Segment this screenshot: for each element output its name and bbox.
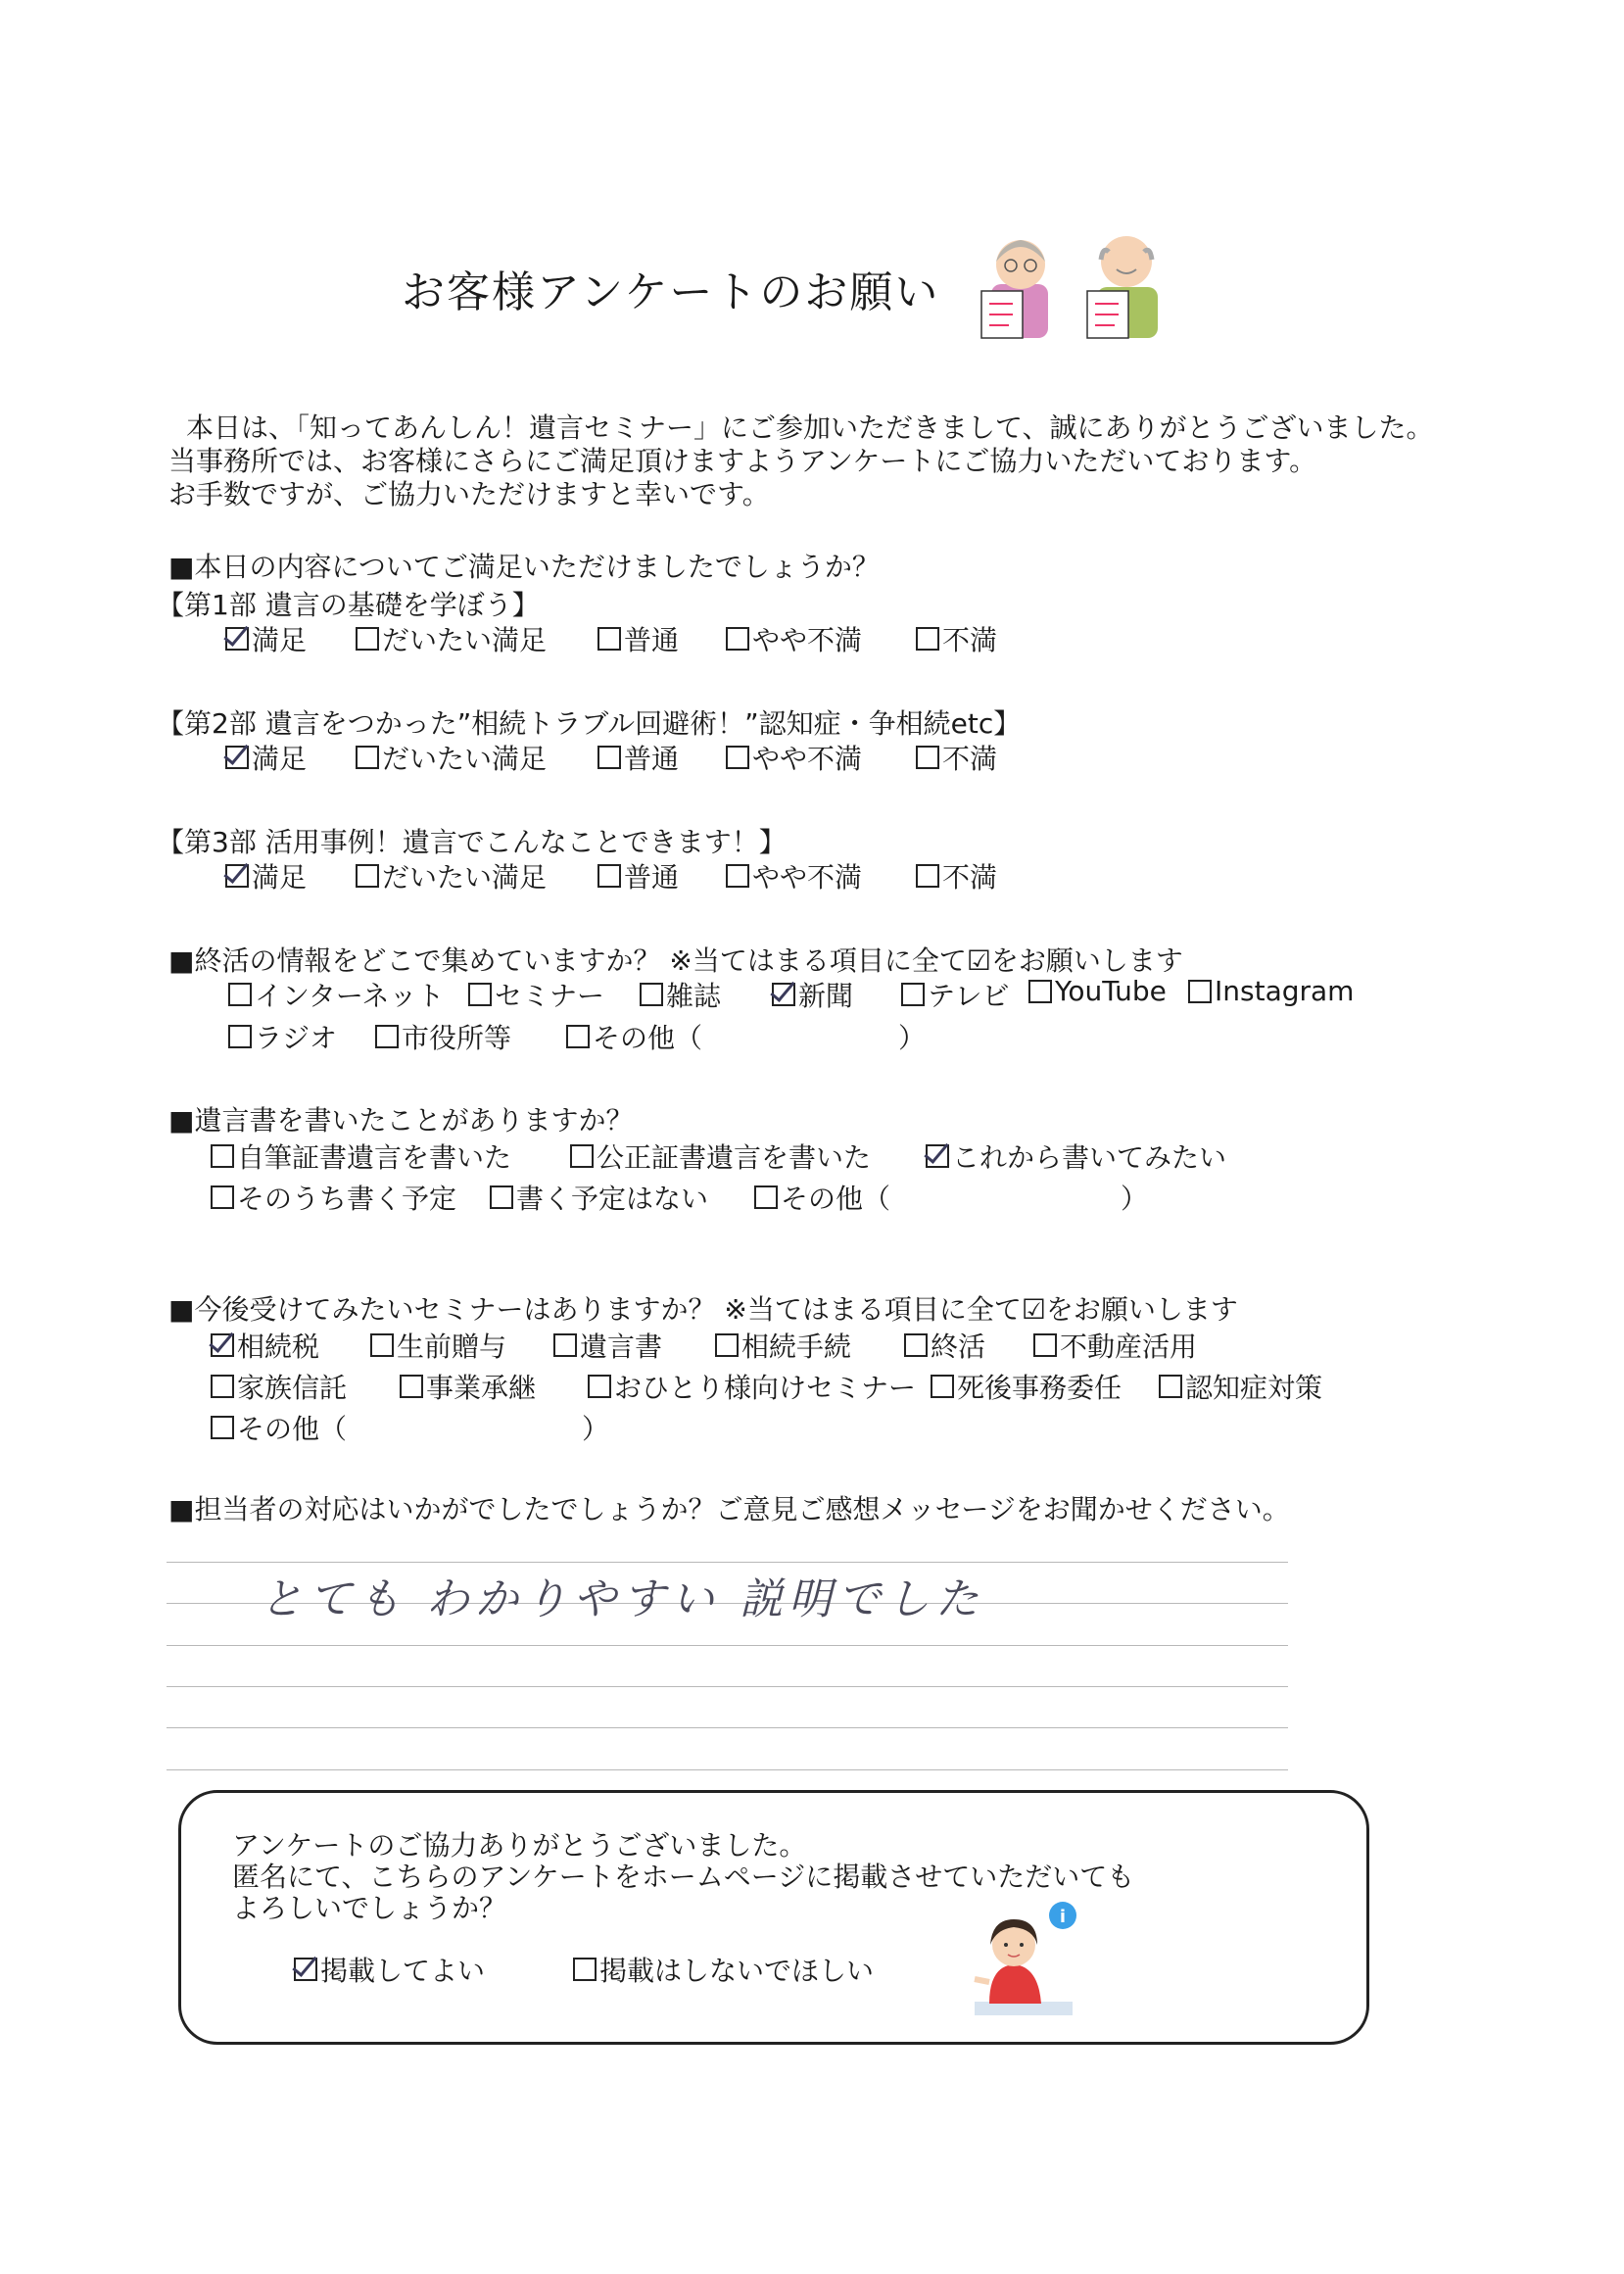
option-manzoku[interactable]: 満足 [225, 619, 307, 658]
checkbox[interactable] [211, 1416, 234, 1439]
q4-question: ■今後受けてみたいセミナーはありますか？ ※当てはまる項目に全て☑をお願いします [168, 1293, 1238, 1326]
checkbox[interactable] [356, 627, 379, 651]
checkbox[interactable] [570, 1144, 594, 1168]
option-radio[interactable]: ラジオ [228, 1017, 337, 1056]
checkbox[interactable] [640, 983, 663, 1006]
checkbox[interactable] [904, 1333, 928, 1357]
option-shukatsu[interactable]: 終活 [904, 1326, 985, 1365]
checkbox[interactable] [901, 983, 925, 1006]
checkbox[interactable] [211, 1144, 234, 1168]
option-yaya-fuman[interactable]: やや不満 [726, 619, 862, 658]
option-jigyou-shoukei[interactable]: 事業承継 [400, 1367, 536, 1406]
consent-line-2: 匿名にて、こちらのアンケートをホームページに掲載させていただいても [232, 1861, 1135, 1893]
option-kosei-shosho[interactable]: 公正証書遺言を書いた [570, 1137, 871, 1176]
option-seminar[interactable]: セミナー [468, 975, 604, 1014]
intro-line-2: 当事務所では、お客様にさらにご満足頂けますようアンケートにご協力いただいております。 [168, 445, 1317, 477]
checkbox[interactable] [597, 864, 621, 888]
option-daitai-manzoku[interactable]: だいたい満足 [356, 619, 547, 658]
option-korekara-kakitai[interactable]: これから書いてみたい [926, 1137, 1226, 1176]
checkbox[interactable] [916, 746, 939, 769]
option-kaku-yotei-nashi[interactable]: 書く予定はない [490, 1178, 708, 1217]
option-kazoku-shintaku[interactable]: 家族信託 [211, 1367, 347, 1406]
option-souzoku-tetsuzuki[interactable]: 相続手続 [715, 1326, 851, 1365]
checkbox[interactable] [1188, 980, 1212, 1003]
q5-question: ■担当者の対応はいかがでしたでしょうか？ご意見ご感想メッセージをお聞かせください。 [168, 1493, 1290, 1525]
option-fuman[interactable]: 不満 [916, 738, 997, 777]
checkbox[interactable] [597, 746, 621, 769]
option-shigo-jimu-inin[interactable]: 死後事務委任 [931, 1367, 1122, 1406]
consent-line-3: よろしいでしょうか？ [232, 1892, 507, 1924]
elderly-couple-illustration [979, 230, 1175, 343]
option-sonouchi-kaku[interactable]: そのうち書く予定 [211, 1178, 456, 1217]
option-futsuu[interactable]: 普通 [597, 619, 679, 658]
answer-rule [167, 1769, 1288, 1770]
intro-line-1: 本日は、「知ってあんしん！遺言セミナー」にご参加いただきまして、誠にありがとうございました。 [186, 411, 1434, 444]
checkbox[interactable] [225, 746, 249, 769]
intro-line-3: お手数ですが、ご協力いただけますと幸いです。 [168, 478, 770, 510]
q2-question: ■終活の情報をどこで集めていますか？ ※当てはまる項目に全て☑をお願いします [168, 944, 1183, 977]
checkbox[interactable] [356, 864, 379, 888]
checkbox[interactable] [225, 864, 249, 888]
checkbox[interactable] [916, 864, 939, 888]
checkbox[interactable] [553, 1333, 577, 1357]
checkbox[interactable] [726, 627, 749, 651]
checkbox[interactable] [1159, 1375, 1182, 1398]
checkbox[interactable] [926, 1144, 949, 1168]
option-keisai-yoi[interactable]: 掲載してよい [294, 1950, 485, 1989]
option-ohitorisama-seminar[interactable]: おひとり様向けセミナー [588, 1367, 916, 1406]
option-yaya-fuman[interactable]: やや不満 [726, 738, 862, 777]
option-keisai-shinaide[interactable]: 掲載はしないでほしい [573, 1950, 874, 1989]
checkbox[interactable] [754, 1185, 778, 1209]
option-daitai-manzoku[interactable]: だいたい満足 [356, 738, 547, 777]
checkbox[interactable] [726, 746, 749, 769]
option-souzokuzei[interactable]: 相続税 [211, 1326, 319, 1365]
handwritten-answer[interactable]: とても わかりやすい 説明でした [260, 1574, 984, 1624]
grandfather-figure [1087, 236, 1158, 338]
checkbox[interactable] [228, 983, 252, 1006]
checkbox[interactable] [294, 1958, 317, 1981]
checkbox[interactable] [1033, 1333, 1057, 1357]
answer-rule [167, 1562, 1288, 1563]
option-sonota[interactable]: その他（ ） [754, 1178, 1148, 1217]
checkbox[interactable] [211, 1185, 234, 1209]
answer-rule [167, 1686, 1288, 1687]
q3-question: ■遺言書を書いたことがありますか？ [168, 1104, 634, 1137]
svg-text:i: i [1059, 1907, 1067, 1927]
option-shinbun[interactable]: 新聞 [772, 975, 853, 1014]
option-yuigonsho[interactable]: 遺言書 [553, 1326, 662, 1365]
q1-part1-title: 【第1部 遺言の基礎を学ぼう】 [157, 589, 540, 621]
option-seizen-zouyo[interactable]: 生前贈与 [370, 1326, 506, 1365]
receptionist-figure [975, 1919, 1073, 2015]
checkbox[interactable] [490, 1185, 513, 1209]
q1-part2-title: 【第2部 遺言をつかった”相続トラブル回避術！”認知症・争相続etc】 [157, 707, 1022, 740]
option-jihitsu-shosho[interactable]: 自筆証書遺言を書いた [211, 1137, 511, 1176]
checkbox[interactable] [715, 1333, 739, 1357]
option-yaya-fuman[interactable]: やや不満 [726, 856, 862, 895]
option-tv[interactable]: テレビ [901, 975, 1009, 1014]
option-fuman[interactable]: 不満 [916, 619, 997, 658]
checkbox[interactable] [916, 627, 939, 651]
checkbox[interactable] [356, 746, 379, 769]
consent-line-1: アンケートのご協力ありがとうございました。 [232, 1829, 807, 1862]
option-fudousan-katsuyou[interactable]: 不動産活用 [1033, 1326, 1197, 1365]
checkbox[interactable] [370, 1333, 394, 1357]
option-daitai-manzoku[interactable]: だいたい満足 [356, 856, 547, 895]
option-manzoku[interactable]: 満足 [225, 856, 307, 895]
checkbox[interactable] [228, 1025, 252, 1048]
checkbox[interactable] [468, 983, 492, 1006]
checkbox[interactable] [375, 1025, 399, 1048]
checkbox[interactable] [211, 1333, 234, 1357]
option-fuman[interactable]: 不満 [916, 856, 997, 895]
page-title: お客様アンケートのお願い [402, 267, 940, 317]
checkbox[interactable] [566, 1025, 590, 1048]
option-sonota[interactable]: その他（ ） [211, 1408, 609, 1447]
checkbox[interactable] [225, 627, 249, 651]
option-internet[interactable]: インターネット [228, 975, 444, 1014]
option-futsuu[interactable]: 普通 [597, 738, 679, 777]
q1-question: ■本日の内容についてご満足いただけましたでしょうか？ [168, 551, 880, 583]
grandmother-figure [981, 240, 1048, 338]
q1-part3-title: 【第3部 活用事例！遺言でこんなことできます！】 [157, 826, 787, 858]
option-manzoku[interactable]: 満足 [225, 738, 307, 777]
option-futsuu[interactable]: 普通 [597, 856, 679, 895]
checkbox[interactable] [772, 983, 795, 1006]
checkbox[interactable] [211, 1375, 234, 1398]
option-shiyakusho[interactable]: 市役所等 [375, 1017, 511, 1056]
checkbox[interactable] [931, 1375, 954, 1398]
option-zasshi[interactable]: 雑誌 [640, 975, 721, 1014]
checkbox[interactable] [726, 864, 749, 888]
option-youtube[interactable]: YouTube [1028, 975, 1167, 1007]
answer-rule [167, 1645, 1288, 1646]
checkbox[interactable] [597, 627, 621, 651]
option-sonota[interactable]: その他（ ） [566, 1017, 926, 1056]
checkbox[interactable] [588, 1375, 611, 1398]
checkbox[interactable] [400, 1375, 423, 1398]
receptionist-illustration [955, 1886, 1087, 2023]
checkbox[interactable] [573, 1958, 597, 1981]
option-instagram[interactable]: Instagram [1188, 975, 1354, 1007]
answer-rule [167, 1727, 1288, 1728]
option-ninchisho-taisaku[interactable]: 認知症対策 [1159, 1367, 1322, 1406]
info-icon [1049, 1902, 1076, 1929]
checkbox[interactable] [1028, 980, 1052, 1003]
